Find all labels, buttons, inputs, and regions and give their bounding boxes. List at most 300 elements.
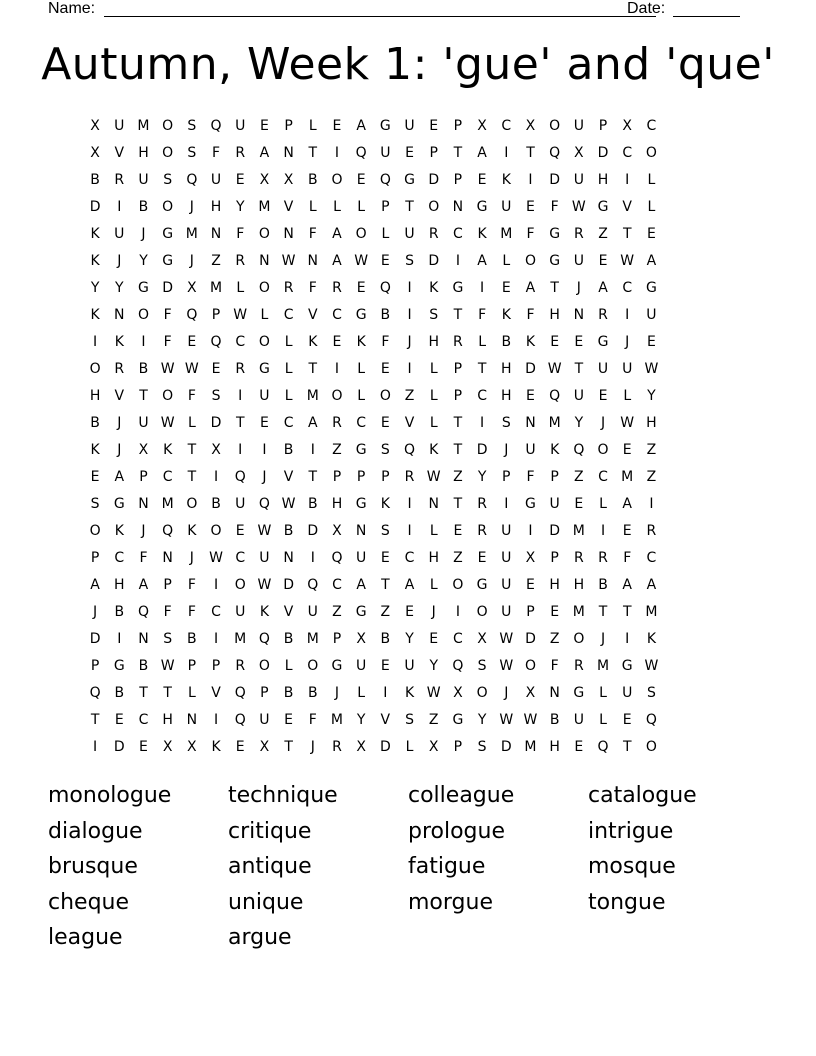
grid-letter[interactable]: Y <box>574 414 584 431</box>
grid-letter[interactable]: L <box>284 333 293 350</box>
grid-letter[interactable]: E <box>187 333 197 350</box>
grid-letter[interactable]: I <box>93 333 98 350</box>
grid-letter[interactable]: V <box>380 711 391 728</box>
grid-letter[interactable]: E <box>622 522 632 539</box>
grid-letter[interactable]: B <box>598 576 608 593</box>
grid-letter[interactable]: B <box>90 414 100 431</box>
grid-letter[interactable]: W <box>184 360 199 377</box>
grid-letter[interactable]: E <box>332 333 342 350</box>
grid-letter[interactable]: U <box>114 225 125 242</box>
grid-letter[interactable]: U <box>235 495 246 512</box>
grid-letter[interactable]: S <box>163 171 173 188</box>
grid-letter[interactable]: Q <box>404 441 416 458</box>
grid-letter[interactable]: R <box>235 657 246 674</box>
grid-letter[interactable]: I <box>213 630 219 647</box>
grid-letter[interactable]: Q <box>162 522 174 539</box>
grid-letter[interactable]: U <box>501 198 512 215</box>
grid-letter[interactable]: Q <box>186 171 198 188</box>
grid-letter[interactable]: L <box>357 360 366 377</box>
grid-letter[interactable]: T <box>622 738 632 755</box>
grid-letter[interactable]: T <box>453 441 463 458</box>
grid-letter[interactable]: R <box>573 657 584 674</box>
grid-letter[interactable]: E <box>646 225 656 242</box>
grid-letter[interactable]: D <box>549 522 561 539</box>
grid-letter[interactable]: B <box>501 333 512 350</box>
grid-letter[interactable]: X <box>477 630 487 647</box>
grid-letter[interactable]: C <box>162 468 173 485</box>
grid-letter[interactable]: Z <box>646 468 657 485</box>
grid-letter[interactable]: L <box>187 684 196 701</box>
grid-letter[interactable]: D <box>307 522 319 539</box>
grid-letter[interactable]: P <box>453 117 463 134</box>
grid-letter[interactable]: Q <box>234 684 246 701</box>
grid-letter[interactable]: T <box>453 414 463 431</box>
grid-letter[interactable]: J <box>504 684 509 701</box>
grid-letter[interactable]: J <box>117 441 122 458</box>
grid-letter[interactable]: E <box>380 549 390 566</box>
grid-letter[interactable]: I <box>213 576 219 593</box>
grid-letter[interactable]: U <box>573 117 584 134</box>
grid-letter[interactable]: I <box>334 144 340 161</box>
grid-letter[interactable]: R <box>235 360 246 377</box>
grid-letter[interactable]: Z <box>211 252 221 269</box>
grid-letter[interactable]: T <box>453 495 463 512</box>
grid-letter[interactable]: J <box>262 468 267 485</box>
grid-letter[interactable]: A <box>332 225 342 242</box>
grid-letter[interactable]: Y <box>235 198 245 215</box>
grid-letter[interactable]: G <box>113 495 125 512</box>
grid-letter[interactable]: U <box>501 522 512 539</box>
grid-letter[interactable]: D <box>89 630 101 647</box>
grid-letter[interactable]: C <box>646 549 657 566</box>
grid-letter[interactable]: A <box>622 495 632 512</box>
grid-letter[interactable]: X <box>138 441 149 458</box>
grid-letter[interactable]: I <box>310 549 315 566</box>
grid-letter[interactable]: F <box>187 576 196 593</box>
grid-letter[interactable]: E <box>259 117 269 134</box>
grid-letter[interactable]: Q <box>258 630 270 647</box>
grid-letter[interactable]: X <box>211 441 221 458</box>
grid-letter[interactable]: N <box>307 252 319 269</box>
grid-letter[interactable]: X <box>428 738 439 755</box>
grid-letter[interactable]: G <box>549 225 561 242</box>
grid-letter[interactable]: N <box>428 495 439 512</box>
grid-letter[interactable]: L <box>429 360 438 377</box>
grid-letter[interactable]: G <box>621 657 633 674</box>
grid-letter[interactable]: X <box>90 117 100 134</box>
grid-letter[interactable]: P <box>429 144 438 161</box>
grid-letter[interactable]: E <box>574 738 584 755</box>
grid-letter[interactable]: V <box>307 306 318 323</box>
grid-letter[interactable]: T <box>405 198 414 215</box>
grid-letter[interactable]: G <box>452 711 464 728</box>
grid-letter[interactable]: Q <box>379 171 391 188</box>
grid-letter[interactable]: O <box>476 603 488 620</box>
grid-letter[interactable]: I <box>504 495 509 512</box>
grid-letter[interactable]: E <box>380 252 390 269</box>
grid-letter[interactable]: I <box>480 414 485 431</box>
grid-letter[interactable]: A <box>114 468 125 485</box>
grid-letter[interactable]: N <box>138 630 149 647</box>
grid-letter[interactable]: S <box>380 441 390 458</box>
grid-letter[interactable]: B <box>187 630 197 647</box>
grid-letter[interactable]: X <box>162 738 173 755</box>
grid-letter[interactable]: O <box>452 576 464 593</box>
grid-letter[interactable]: F <box>163 306 172 323</box>
grid-letter[interactable]: E <box>284 711 294 728</box>
grid-letter[interactable]: F <box>478 306 487 323</box>
grid-letter[interactable]: H <box>331 495 343 512</box>
grid-letter[interactable]: Q <box>234 468 246 485</box>
grid-letter[interactable]: X <box>477 117 487 134</box>
grid-letter[interactable]: G <box>258 360 270 377</box>
grid-letter[interactable]: U <box>235 117 246 134</box>
grid-letter[interactable]: A <box>356 576 366 593</box>
grid-letter[interactable]: S <box>405 252 414 269</box>
grid-letter[interactable]: C <box>235 549 246 566</box>
grid-letter[interactable]: A <box>356 117 366 134</box>
grid-letter[interactable]: Y <box>139 252 148 269</box>
grid-letter[interactable]: T <box>90 711 100 728</box>
grid-letter[interactable]: B <box>211 495 221 512</box>
grid-letter[interactable]: R <box>477 495 487 512</box>
grid-letter[interactable]: O <box>210 522 222 539</box>
grid-letter[interactable]: W <box>499 657 514 674</box>
grid-letter[interactable]: L <box>647 198 656 215</box>
grid-letter[interactable]: M <box>209 279 223 296</box>
grid-letter[interactable]: R <box>573 549 584 566</box>
grid-letter[interactable]: X <box>622 117 633 134</box>
grid-letter[interactable]: C <box>138 711 149 728</box>
grid-letter[interactable]: U <box>597 360 609 377</box>
grid-letter[interactable]: J <box>117 414 122 431</box>
grid-letter[interactable]: W <box>620 414 635 431</box>
grid-letter[interactable]: N <box>162 549 173 566</box>
grid-letter[interactable]: S <box>477 657 487 674</box>
grid-letter[interactable]: I <box>455 603 460 620</box>
grid-letter[interactable]: X <box>332 522 342 539</box>
grid-letter[interactable]: Z <box>453 468 463 485</box>
grid-letter[interactable]: U <box>501 576 512 593</box>
grid-letter[interactable]: B <box>90 171 100 188</box>
grid-letter[interactable]: H <box>501 360 512 377</box>
grid-letter[interactable]: I <box>238 441 243 458</box>
grid-letter[interactable]: W <box>281 495 296 512</box>
grid-letter[interactable]: A <box>332 252 342 269</box>
grid-letter[interactable]: H <box>138 144 149 161</box>
grid-letter[interactable]: V <box>283 198 294 215</box>
grid-letter[interactable]: B <box>138 360 149 377</box>
grid-letter[interactable]: G <box>597 198 609 215</box>
grid-letter[interactable]: E <box>550 333 560 350</box>
grid-letter[interactable]: B <box>380 306 391 323</box>
grid-letter[interactable]: O <box>549 117 561 134</box>
grid-letter[interactable]: I <box>117 198 122 215</box>
grid-letter[interactable]: K <box>404 684 415 701</box>
grid-letter[interactable]: E <box>477 171 487 188</box>
grid-letter[interactable]: U <box>356 549 367 566</box>
grid-letter[interactable]: C <box>332 306 342 323</box>
grid-letter[interactable]: P <box>260 684 269 701</box>
grid-letter[interactable]: W <box>160 414 175 431</box>
grid-letter[interactable]: X <box>259 171 270 188</box>
grid-letter[interactable]: C <box>646 117 657 134</box>
grid-letter[interactable]: X <box>187 738 197 755</box>
grid-letter[interactable]: K <box>114 522 124 539</box>
grid-letter[interactable]: Q <box>234 711 246 728</box>
grid-letter[interactable]: H <box>549 576 560 593</box>
grid-letter[interactable]: W <box>257 522 272 539</box>
grid-letter[interactable]: Y <box>647 387 656 404</box>
grid-letter[interactable]: N <box>573 306 585 323</box>
grid-letter[interactable]: A <box>138 576 149 593</box>
grid-letter[interactable]: U <box>525 441 536 458</box>
grid-letter[interactable]: F <box>187 387 196 404</box>
grid-letter[interactable]: I <box>528 522 533 539</box>
grid-letter[interactable]: L <box>284 387 293 404</box>
grid-letter[interactable]: W <box>547 360 562 377</box>
grid-letter[interactable]: W <box>499 630 514 647</box>
grid-letter[interactable]: I <box>625 630 630 647</box>
grid-letter[interactable]: U <box>501 603 512 620</box>
grid-letter[interactable]: U <box>259 549 270 566</box>
grid-letter[interactable]: S <box>187 144 197 161</box>
grid-letter[interactable]: C <box>622 279 633 296</box>
grid-letter[interactable]: M <box>645 603 658 620</box>
grid-letter[interactable]: J <box>504 441 509 458</box>
grid-letter[interactable]: Q <box>379 279 391 296</box>
grid-letter[interactable]: E <box>356 171 366 188</box>
grid-letter[interactable]: H <box>428 333 439 350</box>
grid-letter[interactable]: N <box>186 711 198 728</box>
grid-letter[interactable]: O <box>186 495 198 512</box>
grid-letter[interactable]: F <box>212 144 221 161</box>
grid-letter[interactable]: E <box>356 279 366 296</box>
grid-letter[interactable]: Q <box>645 711 657 728</box>
grid-letter[interactable]: L <box>405 738 414 755</box>
grid-letter[interactable]: U <box>646 306 657 323</box>
grid-letter[interactable]: J <box>334 684 340 701</box>
grid-letter[interactable]: Q <box>573 441 585 458</box>
grid-letter[interactable]: U <box>622 684 633 701</box>
grid-letter[interactable]: V <box>211 684 221 701</box>
grid-letter[interactable]: S <box>477 738 487 755</box>
grid-letter[interactable]: W <box>160 657 175 674</box>
name-field-line[interactable] <box>104 0 656 17</box>
grid-letter[interactable]: N <box>259 252 270 269</box>
grid-letter[interactable]: C <box>211 603 221 620</box>
grid-letter[interactable]: F <box>526 225 535 242</box>
grid-letter[interactable]: T <box>163 684 172 701</box>
grid-letter[interactable]: F <box>381 333 390 350</box>
grid-letter[interactable]: F <box>308 225 317 242</box>
grid-letter[interactable]: K <box>211 738 221 755</box>
grid-letter[interactable]: O <box>379 387 391 404</box>
grid-letter[interactable]: N <box>355 522 367 539</box>
grid-letter[interactable]: O <box>597 441 609 458</box>
grid-letter[interactable]: O <box>258 279 270 296</box>
grid-letter[interactable]: M <box>258 198 271 215</box>
grid-letter[interactable]: D <box>89 198 101 215</box>
grid-letter[interactable]: Y <box>115 279 124 296</box>
grid-letter[interactable]: C <box>235 333 246 350</box>
grid-letter[interactable]: I <box>528 171 533 188</box>
grid-letter[interactable]: B <box>114 684 125 701</box>
grid-letter[interactable]: T <box>477 360 487 377</box>
grid-letter[interactable]: L <box>308 198 317 215</box>
grid-letter[interactable]: W <box>281 252 296 269</box>
grid-letter[interactable]: Q <box>210 117 222 134</box>
grid-letter[interactable]: C <box>622 144 633 161</box>
grid-letter[interactable]: E <box>380 657 390 674</box>
grid-letter[interactable]: L <box>599 495 607 512</box>
grid-letter[interactable]: Q <box>258 495 270 512</box>
grid-letter[interactable]: A <box>404 576 415 593</box>
grid-letter[interactable]: L <box>357 387 366 404</box>
grid-letter[interactable]: M <box>621 468 634 485</box>
grid-letter[interactable]: E <box>429 117 439 134</box>
grid-letter[interactable]: E <box>235 738 245 755</box>
grid-letter[interactable]: T <box>453 306 463 323</box>
grid-letter[interactable]: L <box>429 522 438 539</box>
grid-letter[interactable]: L <box>357 684 366 701</box>
grid-letter[interactable]: G <box>597 333 609 350</box>
grid-letter[interactable]: W <box>354 252 369 269</box>
grid-letter[interactable]: P <box>550 468 559 485</box>
grid-letter[interactable]: S <box>187 117 197 134</box>
grid-letter[interactable]: X <box>90 144 100 161</box>
grid-letter[interactable]: E <box>380 414 390 431</box>
grid-letter[interactable]: I <box>238 387 243 404</box>
grid-letter[interactable]: H <box>114 576 125 593</box>
grid-letter[interactable]: P <box>526 603 535 620</box>
grid-letter[interactable]: R <box>646 522 657 539</box>
grid-letter[interactable]: E <box>646 333 656 350</box>
grid-letter[interactable]: U <box>380 144 391 161</box>
grid-letter[interactable]: Z <box>549 630 560 647</box>
grid-letter[interactable]: E <box>211 360 221 377</box>
grid-letter[interactable]: G <box>379 117 391 134</box>
grid-letter[interactable]: A <box>477 252 487 269</box>
grid-letter[interactable]: B <box>283 630 294 647</box>
grid-letter[interactable]: E <box>259 414 269 431</box>
grid-letter[interactable]: L <box>478 333 486 350</box>
grid-letter[interactable]: F <box>308 279 317 296</box>
grid-letter[interactable]: P <box>211 657 221 674</box>
grid-letter[interactable]: X <box>356 738 366 755</box>
grid-letter[interactable]: J <box>431 603 436 620</box>
grid-letter[interactable]: J <box>189 252 194 269</box>
grid-letter[interactable]: I <box>407 306 412 323</box>
grid-letter[interactable]: M <box>330 711 344 728</box>
grid-letter[interactable]: I <box>213 711 219 728</box>
grid-letter[interactable]: F <box>526 306 535 323</box>
grid-letter[interactable]: B <box>549 711 560 728</box>
grid-letter[interactable]: V <box>114 144 125 161</box>
grid-letter[interactable]: F <box>236 225 245 242</box>
grid-letter[interactable]: S <box>405 711 414 728</box>
grid-letter[interactable]: U <box>404 225 415 242</box>
grid-letter[interactable]: Y <box>356 711 366 728</box>
grid-letter[interactable]: R <box>283 279 294 296</box>
grid-letter[interactable]: U <box>501 549 512 566</box>
grid-letter[interactable]: A <box>307 414 318 431</box>
grid-letter[interactable]: P <box>139 468 148 485</box>
grid-letter[interactable]: X <box>453 684 463 701</box>
grid-letter[interactable]: A <box>259 144 270 161</box>
grid-letter[interactable]: P <box>90 549 100 566</box>
grid-letter[interactable]: T <box>453 144 463 161</box>
grid-letter[interactable]: I <box>504 144 509 161</box>
grid-letter[interactable]: E <box>526 198 535 215</box>
grid-letter[interactable]: D <box>113 738 125 755</box>
grid-letter[interactable]: H <box>89 387 101 404</box>
grid-letter[interactable]: M <box>572 603 585 620</box>
grid-letter[interactable]: G <box>355 306 367 323</box>
grid-letter[interactable]: O <box>258 657 270 674</box>
grid-letter[interactable]: E <box>90 468 100 485</box>
grid-letter[interactable]: E <box>332 117 342 134</box>
grid-letter[interactable]: M <box>572 522 585 539</box>
grid-letter[interactable]: B <box>307 684 318 701</box>
grid-letter[interactable]: J <box>600 414 606 431</box>
grid-letter[interactable]: K <box>114 333 124 350</box>
grid-letter[interactable]: Q <box>549 144 561 161</box>
grid-letter[interactable]: O <box>258 333 270 350</box>
grid-letter[interactable]: I <box>407 279 412 296</box>
grid-letter[interactable]: W <box>426 684 441 701</box>
grid-letter[interactable]: B <box>114 603 125 620</box>
grid-letter[interactable]: E <box>598 387 608 404</box>
grid-letter[interactable]: J <box>189 198 194 215</box>
grid-letter[interactable]: U <box>138 171 149 188</box>
grid-letter[interactable]: E <box>139 738 148 755</box>
grid-letter[interactable]: J <box>625 333 630 350</box>
grid-letter[interactable]: Y <box>477 468 487 485</box>
grid-letter[interactable]: J <box>407 333 412 350</box>
grid-letter[interactable]: E <box>477 549 487 566</box>
grid-letter[interactable]: S <box>429 306 439 323</box>
grid-letter[interactable]: F <box>623 549 632 566</box>
grid-letter[interactable]: I <box>407 495 412 512</box>
grid-letter[interactable]: G <box>355 441 367 458</box>
grid-letter[interactable]: G <box>404 171 415 188</box>
grid-letter[interactable]: J <box>141 522 146 539</box>
grid-letter[interactable]: W <box>571 198 586 215</box>
grid-letter[interactable]: U <box>210 171 222 188</box>
grid-letter[interactable]: L <box>429 414 438 431</box>
grid-letter[interactable]: R <box>428 225 439 242</box>
grid-letter[interactable]: B <box>138 198 149 215</box>
grid-letter[interactable]: Q <box>331 549 343 566</box>
grid-letter[interactable]: C <box>598 468 608 485</box>
grid-letter[interactable]: C <box>283 306 294 323</box>
grid-letter[interactable]: M <box>548 414 561 431</box>
grid-letter[interactable]: M <box>500 225 513 242</box>
grid-letter[interactable]: D <box>525 630 536 647</box>
grid-letter[interactable]: L <box>333 198 341 215</box>
grid-letter[interactable]: G <box>549 252 561 269</box>
grid-letter[interactable]: K <box>163 441 173 458</box>
grid-letter[interactable]: O <box>162 387 174 404</box>
grid-letter[interactable]: J <box>117 252 122 269</box>
grid-letter[interactable]: G <box>476 198 488 215</box>
grid-letter[interactable]: Q <box>549 387 561 404</box>
grid-letter[interactable]: K <box>525 333 536 350</box>
grid-letter[interactable]: U <box>307 603 318 620</box>
grid-letter[interactable]: E <box>526 387 535 404</box>
grid-letter[interactable]: L <box>236 279 245 296</box>
